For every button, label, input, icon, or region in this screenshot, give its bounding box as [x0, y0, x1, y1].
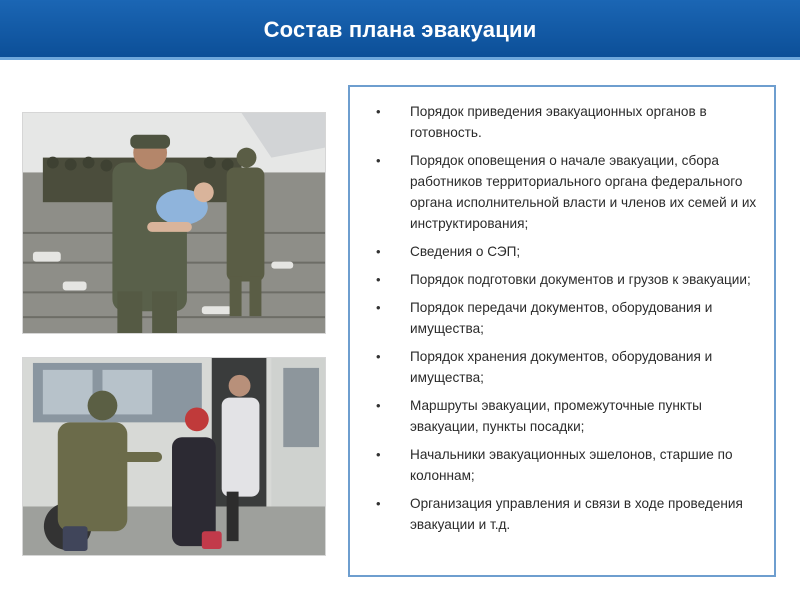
title-bar — [0, 0, 800, 60]
list-item-text: Порядок оповещения о начале эвакуации, сбора работников территориального органа федерального органа исполнительной власти и членов их семей и их инструктирования; — [410, 153, 757, 231]
list-item — [364, 444, 762, 486]
list-item-text: Организация управления и связи в ходе проведения эвакуации и т.д. — [410, 496, 743, 532]
list-item — [364, 241, 762, 262]
list-item-text: Порядок приведения эвакуационных органов в готовность. — [410, 104, 707, 140]
photo-soldiers-evacuation — [22, 112, 326, 334]
list-item-text: Маршруты эвакуации, промежуточные пункты эвакуации, пункты посадки; — [410, 398, 702, 434]
bullet: • — [376, 104, 381, 119]
list-item-text: Порядок подготовки документов и грузов к эвакуации; — [410, 272, 751, 287]
list-item — [364, 395, 762, 437]
evacuation-plan-list — [364, 101, 762, 535]
evacuation-plan-list-box — [348, 85, 776, 577]
list-item — [364, 493, 762, 535]
bullet: • — [376, 447, 381, 462]
list-item — [364, 150, 762, 234]
list-item — [364, 269, 762, 290]
bullet: • — [376, 496, 381, 511]
list-item — [364, 101, 762, 143]
bullet: • — [376, 300, 381, 315]
bullet: • — [376, 244, 381, 259]
photo-bus-boarding — [22, 357, 326, 556]
bullet: • — [376, 349, 381, 364]
list-item-text: Порядок передачи документов, оборудования и имущества; — [410, 300, 713, 336]
list-item-text: Начальники эвакуационных эшелонов, старшие по колоннам; — [410, 447, 733, 483]
list-item — [364, 346, 762, 388]
slide-title: Состав плана эвакуации — [263, 17, 537, 42]
bullet: • — [376, 272, 381, 287]
bullet: • — [376, 398, 381, 413]
list-item — [364, 297, 762, 339]
bullet: • — [376, 153, 381, 168]
list-item-text: Порядок хранения документов, оборудования и имущества; — [410, 349, 713, 385]
list-item-text: Сведения о СЭП; — [410, 244, 521, 259]
